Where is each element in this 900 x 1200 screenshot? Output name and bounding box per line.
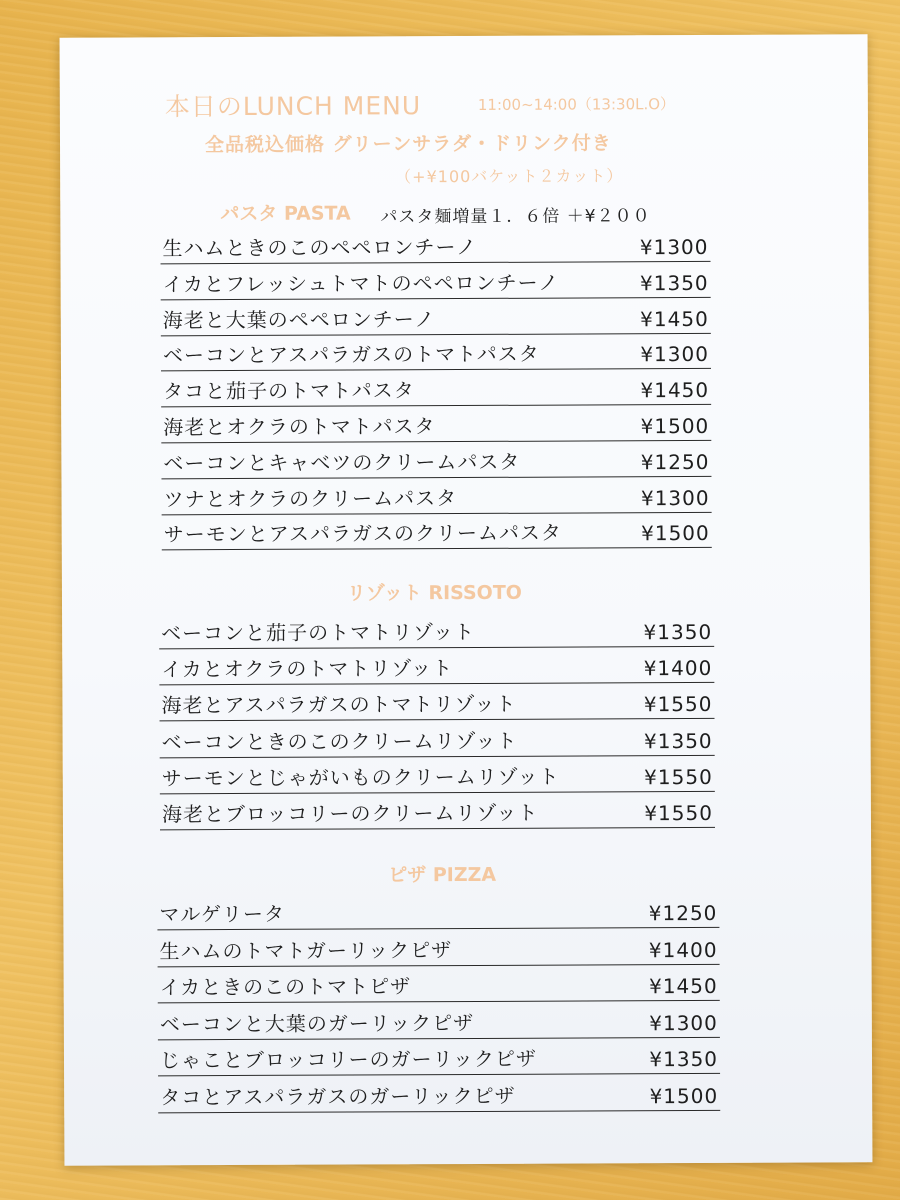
menu-item-row	[161, 446, 711, 479]
menu-item-price: ¥1300	[649, 1010, 718, 1036]
menu-item-price: ¥1250	[648, 900, 718, 926]
menu-item-name: ベーコンとキャベツのクリームパスタ	[163, 449, 521, 476]
menu-item-price: ¥1350	[643, 728, 713, 753]
menu-item-name: ベーコンときのこのクリームリゾット	[161, 728, 518, 754]
menu-item-row	[158, 1043, 720, 1076]
menu-item-name: ベーコンと茄子のトマトリゾット	[161, 619, 476, 646]
menu-item-row	[162, 517, 712, 550]
menu-item-row	[161, 482, 711, 515]
menu-item-row	[159, 688, 714, 721]
lunch-hours: 11:00~14:00（13:30L.O）	[477, 95, 676, 114]
menu-item-row	[159, 652, 714, 685]
menu-item-row	[158, 970, 720, 1003]
menu-item-row	[160, 797, 715, 830]
menu-item-price: ¥1300	[639, 234, 709, 260]
menu-item-row	[160, 761, 715, 794]
menu-item-name: イカとオクラのトマトリゾット	[161, 656, 454, 682]
menu-item-row	[157, 897, 719, 930]
menu-item-name: マルゲリータ	[159, 901, 286, 927]
pasta-extra-note: パスタ麺増量１．６倍 ＋¥２００	[380, 206, 651, 228]
menu-item-price: ¥1500	[640, 413, 710, 439]
menu-item-name: タコとアスパラガスのガーリックピザ	[160, 1083, 516, 1110]
menu-sheet	[60, 34, 873, 1166]
menu-item-row	[158, 1007, 720, 1040]
menu-item-price: ¥1450	[640, 378, 710, 403]
menu-item-name: じゃことブロッコリーのガーリックピザ	[159, 1047, 537, 1073]
menu-item-row	[160, 725, 715, 758]
menu-item-price: ¥1450	[640, 306, 709, 331]
menu-item-name: サーモンとじゃがいものクリームリゾット	[161, 764, 560, 791]
menu-item-price: ¥1400	[648, 937, 718, 962]
menu-item-price: ¥1500	[641, 521, 710, 546]
risotto-heading: リゾット RISSOTO	[346, 581, 522, 605]
menu-item-name: 海老とアスパラガスのトマトリゾット	[161, 692, 517, 718]
pizza-heading: ピザ PIZZA	[388, 863, 497, 887]
menu-item-row	[159, 616, 714, 649]
menu-item-price: ¥1550	[644, 800, 713, 826]
menu-item-name: 海老とオクラのトマトパスタ	[163, 414, 436, 440]
menu-item-name: タコと茄子のトマトパスタ	[163, 378, 415, 404]
menu-item-price: ¥1350	[643, 619, 713, 645]
menu-item-row	[161, 303, 711, 336]
menu-item-row	[161, 374, 711, 407]
menu-item-name: ツナとオクラのクリームパスタ	[163, 485, 458, 511]
menu-item-price: ¥1450	[649, 974, 718, 999]
menu-item-name: ベーコンとアスパラガスのトマトパスタ	[162, 342, 540, 368]
menu-item-price: ¥1550	[643, 692, 713, 717]
menu-item-price: ¥1350	[639, 270, 709, 296]
menu-item-price: ¥1350	[649, 1047, 719, 1072]
menu-item-row	[160, 231, 710, 264]
menu-item-name: 海老とブロッコリーのクリームリゾット	[161, 800, 539, 827]
menu-item-name: サーモンとアスパラガスのクリームパスタ	[163, 520, 562, 547]
menu-item-price: ¥1250	[640, 449, 710, 475]
menu-item-name: イカときのこのトマトピザ	[159, 974, 412, 1000]
menu-item-price: ¥1500	[649, 1083, 719, 1109]
menu-item-price: ¥1300	[640, 342, 709, 367]
menu-item-row	[157, 933, 719, 966]
menu-item-name: 海老と大葉のペペロンチーノ	[162, 306, 436, 332]
menu-subtitle: 全品税込価格 グリーンサラダ・ドリンク付き	[204, 132, 612, 157]
menu-item-price: ¥1400	[643, 656, 713, 681]
menu-item-name: イカとフレッシュトマトのペペロンチーノ	[162, 270, 560, 297]
menu-item-row	[161, 338, 711, 371]
menu-title: 本日のLUNCH MENU	[164, 91, 422, 122]
menu-item-name: 生ハムのトマトガーリックピザ	[159, 937, 453, 963]
menu-item-price: ¥1300	[640, 485, 710, 510]
menu-item-name: ベーコンと大葉のガーリックピザ	[159, 1010, 475, 1037]
menu-item-row	[161, 267, 711, 300]
menu-item-price: ¥1550	[644, 764, 713, 790]
baguette-note: （+¥100バケット２カット）	[395, 166, 624, 187]
menu-item-row	[161, 410, 711, 443]
menu-item-row	[158, 1080, 720, 1113]
pasta-heading: パスタ PASTA	[220, 202, 351, 226]
menu-item-name: 生ハムときのこのペペロンチーノ	[162, 234, 478, 261]
